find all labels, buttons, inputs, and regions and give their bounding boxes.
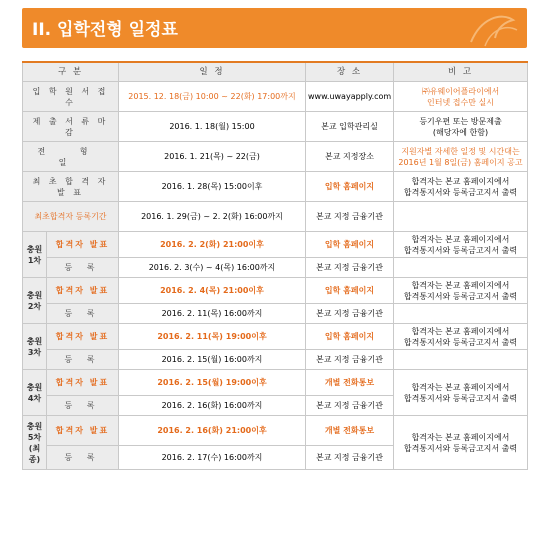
announce-place: 입학 홈페이지 [306, 324, 394, 350]
announce-place: 개별 전화통보 [306, 416, 394, 446]
table-row [23, 416, 528, 446]
row-schedule: 2016. 1. 29(금) ~ 2. 2(화) 16:00까지 [119, 202, 306, 232]
table-row [23, 324, 528, 350]
announce-label: 합격자 발표 [47, 232, 119, 258]
row-place: 본교 지정장소 [306, 142, 394, 172]
announce-label: 합격자 발표 [47, 416, 119, 446]
row-label: 전 형 일 [23, 142, 119, 172]
announce-place: 입학 홈페이지 [306, 232, 394, 258]
table-row [23, 142, 528, 172]
column-header-schedule: 일 정 [119, 62, 306, 82]
register-date: 2016. 2. 11(목) 16:00까지 [119, 304, 306, 324]
table-row [23, 172, 528, 202]
schedule-table [22, 61, 528, 470]
table-row [23, 112, 528, 142]
row-note: 합격자는 본교 홈페이지에서 합격통지서와 등록금고지서 출력 [403, 382, 518, 403]
table-header-row [23, 62, 528, 82]
round-label: 충원 1차 [26, 244, 43, 265]
row-place: 본교 입학관리실 [306, 112, 394, 142]
register-label: 등 록 [47, 304, 119, 324]
announce-place: 입학 홈페이지 [306, 278, 394, 304]
announce-label: 합격자 발표 [47, 278, 119, 304]
round-label: 충원 5차 (최종) [26, 421, 43, 464]
register-place: 본교 지정 금융기관 [306, 258, 394, 278]
row-note: 지원자별 자세한 일정 및 시간대는 2016년 1월 8일(금) 홈페이지 공고 [398, 146, 523, 167]
register-place: 본교 지정 금융기관 [306, 304, 394, 324]
table-row [23, 350, 528, 370]
row-place: 본교 지정 금융기관 [306, 202, 394, 232]
page-title: II. 입학전형 일정표 [32, 20, 178, 40]
table-row [23, 202, 528, 232]
row-note: 합격자는 본교 홈페이지에서 합격통지서와 등록금고지서 출력 [403, 432, 518, 453]
row-note: 합격자는 본교 홈페이지에서 합격통지서와 등록금고지서 출력 [403, 234, 518, 255]
announce-place: 개별 전화통보 [306, 370, 394, 396]
section-banner [22, 8, 527, 48]
table-row [23, 304, 528, 324]
register-label: 등 록 [47, 258, 119, 278]
row-note: ㈜유웨이어플라이에서 인터넷 접수만 실시 [421, 86, 500, 107]
round-label: 충원 3차 [26, 336, 43, 357]
register-date: 2016. 2. 17(수) 16:00까지 [119, 446, 306, 470]
row-note: 등기우편 또는 방문제출 (해당자에 한함) [419, 116, 502, 137]
register-date: 2016. 2. 15(월) 16:00까지 [119, 350, 306, 370]
row-label: 최 초 합 격 자 발 표 [23, 172, 119, 202]
announce-date: 2016. 2. 16(화) 21:00이후 [119, 416, 306, 446]
announce-date: 2016. 2. 4(목) 21:00이후 [119, 278, 306, 304]
empty-note [394, 350, 528, 370]
row-place: www.uwayapply.com [306, 82, 394, 112]
announce-date: 2016. 2. 15(월) 19:00이후 [119, 370, 306, 396]
announce-label: 합격자 발표 [47, 324, 119, 350]
row-schedule: 2015. 12. 18(금) 10:00 ~ 22(화) 17:00까지 [119, 82, 306, 112]
table-row [23, 82, 528, 112]
column-header-category: 구 분 [23, 62, 119, 82]
row-note [394, 202, 528, 232]
table-row [23, 370, 528, 396]
register-place: 본교 지정 금융기관 [306, 446, 394, 470]
table-row [23, 232, 528, 258]
row-schedule: 2016. 1. 18(월) 15:00 [119, 112, 306, 142]
table-row [23, 278, 528, 304]
row-note: 합격자는 본교 홈페이지에서 합격통지서와 등록금고지서 출력 [403, 176, 518, 197]
register-date: 2016. 2. 3(수) ~ 4(목) 16:00까지 [119, 258, 306, 278]
register-label: 등 록 [47, 350, 119, 370]
row-place: 입학 홈페이지 [306, 172, 394, 202]
row-schedule: 2016. 1. 21(목) ~ 22(금) [119, 142, 306, 172]
announce-date: 2016. 2. 2(화) 21:00이후 [119, 232, 306, 258]
column-header-note: 비 고 [394, 62, 528, 82]
register-place: 본교 지정 금융기관 [306, 396, 394, 416]
register-place: 본교 지정 금융기관 [306, 350, 394, 370]
row-schedule: 2016. 1. 28(목) 15:00이후 [119, 172, 306, 202]
decorative-swirl-icon [461, 8, 521, 48]
row-label: 최초합격자 등록기간 [23, 202, 119, 232]
row-label: 입 학 원 서 접 수 [23, 82, 119, 112]
register-date: 2016. 2. 16(화) 16:00까지 [119, 396, 306, 416]
empty-note [394, 304, 528, 324]
register-label: 등 록 [47, 396, 119, 416]
row-label: 제 출 서 류 마 감 [23, 112, 119, 142]
empty-note [394, 258, 528, 278]
row-note: 합격자는 본교 홈페이지에서 합격통지서와 등록금고지서 출력 [403, 326, 518, 347]
round-label: 충원 4차 [26, 382, 43, 403]
announce-label: 합격자 발표 [47, 370, 119, 396]
table-row [23, 258, 528, 278]
announce-date: 2016. 2. 11(목) 19:00이후 [119, 324, 306, 350]
row-note: 합격자는 본교 홈페이지에서 합격통지서와 등록금고지서 출력 [403, 280, 518, 301]
column-header-place: 장 소 [306, 62, 394, 82]
register-label: 등 록 [47, 446, 119, 470]
round-label: 충원 2차 [26, 290, 43, 311]
